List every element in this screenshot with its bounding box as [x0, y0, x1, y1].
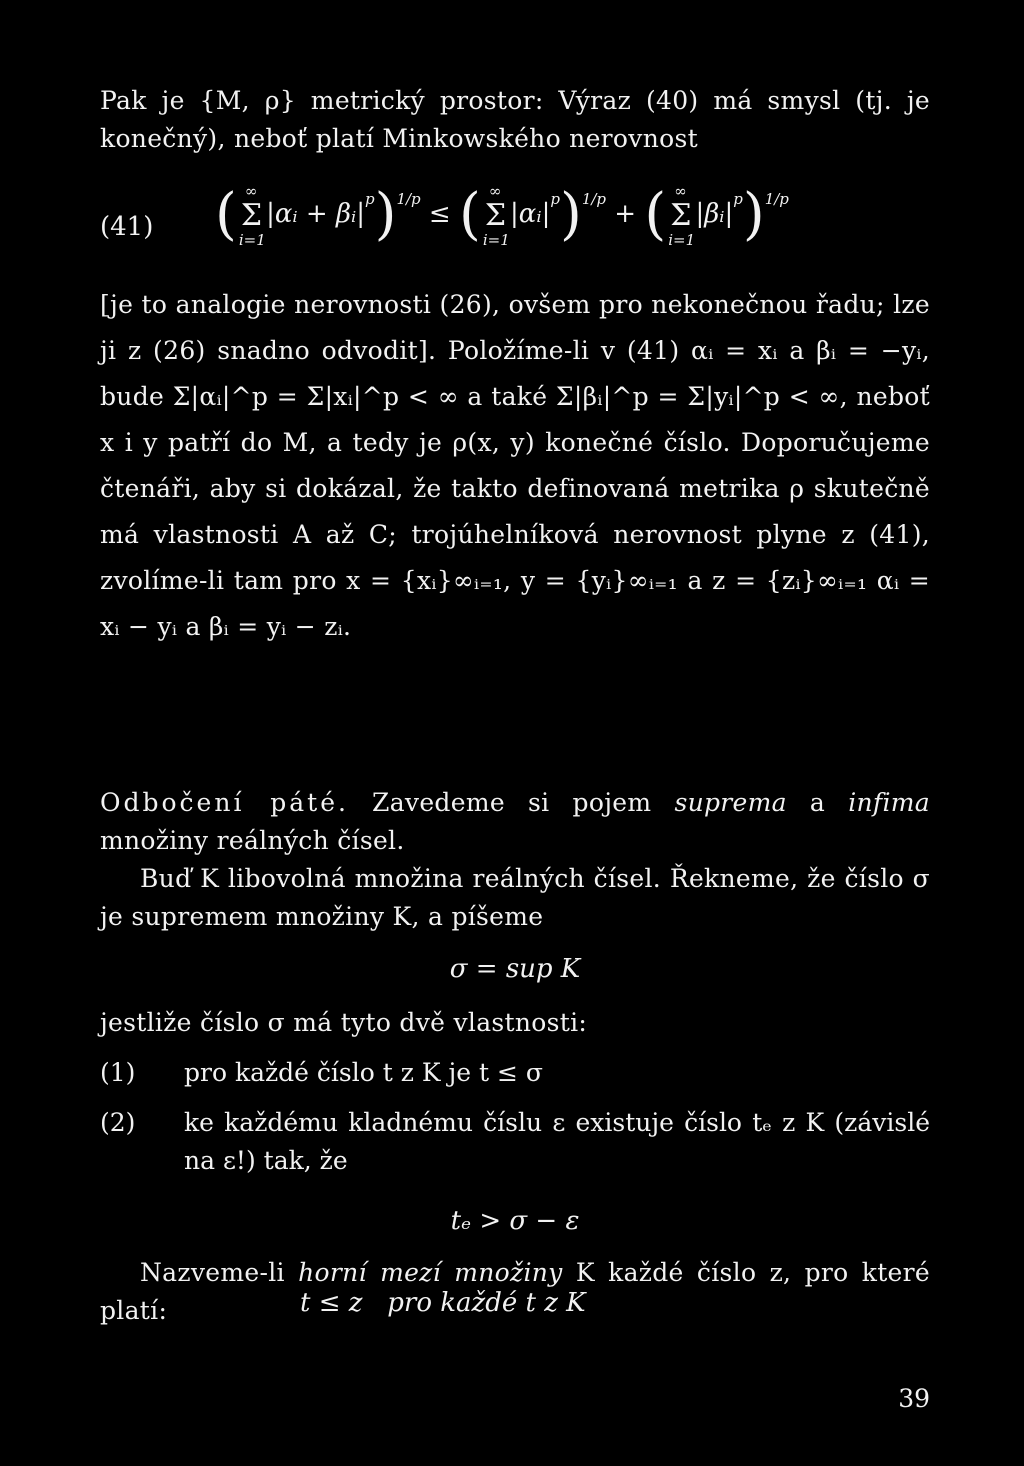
- paragraph-definition: Buď K libovolná množina reálných čísel. Řekneme, že číslo σ je supremem množiny K, a píšeme: [100, 864, 930, 931]
- property-2: [100, 1104, 930, 1180]
- property-2-number: (2): [100, 1108, 136, 1137]
- epsilon-equation: tₑ > σ − ε: [450, 1206, 580, 1236]
- equation-41: [100, 181, 930, 270]
- term-mid: |αᵢ|: [510, 199, 551, 229]
- term-suprema: suprema: [674, 788, 787, 817]
- term-infima: infima: [848, 788, 930, 817]
- paragraph-intro: Pak je {M, ρ} metrický prostor: Výraz (40) má smysl (tj. je konečný), neboť platí Minkowského nerovnost: [100, 86, 930, 153]
- paragraph-section-lead: Odbočení páté. Zavedeme si pojem suprema a infima množiny reálných čísel.: [100, 788, 930, 855]
- section-title: Odbočení páté.: [100, 788, 349, 817]
- lte-sign: ≤: [428, 199, 451, 229]
- equation-label: (41): [100, 212, 154, 242]
- upper-bound-equation: t ≤ z pro každé t z K: [300, 1288, 586, 1318]
- book-page: [100, 82, 930, 1422]
- term-horni-mez: horní mezí množiny: [298, 1258, 563, 1287]
- term-left: |αᵢ + βᵢ|: [266, 199, 365, 229]
- sup-equation: σ = sup K: [449, 954, 581, 984]
- property-2-text: ke každému kladnému číslu ε existuje číslo tₑ z K (závislé na ε!) tak, že: [184, 1108, 930, 1175]
- paragraph-upper-bound: Nazveme-li horní mezí množiny K každé číslo z, pro které platí:: [100, 1258, 930, 1325]
- page-number: 39: [898, 1384, 930, 1413]
- paragraph-properties: jestliže číslo σ má tyto dvě vlastnosti:: [100, 1008, 588, 1037]
- plus-sign: +: [614, 199, 637, 229]
- property-1-number: (1): [100, 1058, 136, 1087]
- property-1: [100, 1054, 930, 1092]
- paragraph-analogy: [je to analogie nerovnosti (26), ovšem pro nekonečnou řadu; lze ji z (26) snadno odvodit]. Položíme-li v (41) αᵢ = xᵢ a βᵢ = −yᵢ, bude Σ|αᵢ|^p = Σ|xᵢ|^p < ∞ a také Σ|βᵢ|^p = Σ|yᵢ|^p < ∞, neboť x i y patří do M, a tedy je ρ(x, y) konečné číslo. Doporučujeme čtenáři, aby si dokázal, že takto definovaná metrika ρ skutečně má vlastnosti A až C; trojúhelníková nerovnost plyne z (41), zvolíme-li tam pro x = {xᵢ}∞ᵢ₌₁, y = {yᵢ}∞ᵢ₌₁ a z = {zᵢ}∞ᵢ₌₁ αᵢ = xᵢ − yᵢ a βᵢ = yᵢ − zᵢ.: [100, 290, 930, 641]
- property-1-text: pro každé číslo t z K je t ≤ σ: [184, 1058, 543, 1087]
- equation-body: ( Σ ∞ i=1 |αᵢ + $\beta ᵢ|^p)^{1/p}$ ≤ ( Σ ∞ i=1 $|\alpha ᵢ|^p)^{1/p}$ + ( Σ ∞ i=1 $|\beta ᵢ|^p)^{1/p}$: [215, 181, 789, 249]
- sum-symbol: Σ ∞ i=1: [238, 181, 266, 249]
- term-right: |βᵢ|: [695, 199, 734, 229]
